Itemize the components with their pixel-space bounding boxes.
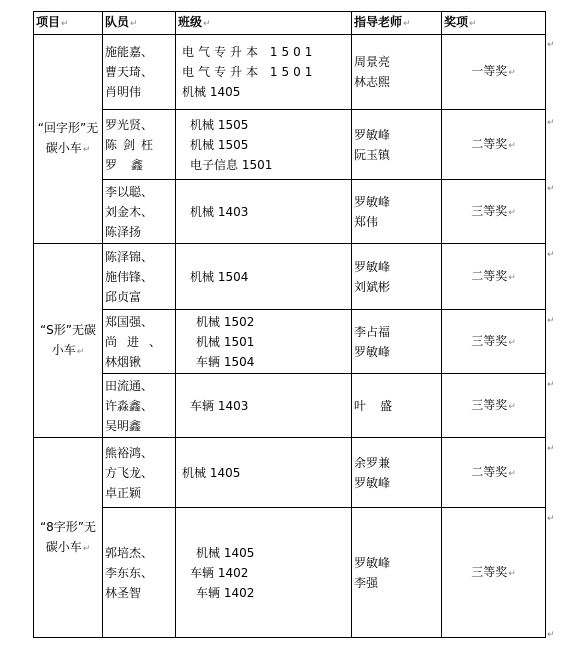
members-cell [103,244,176,310]
award-cell: 二等奖↵ [442,244,546,310]
teacher-name: 罗敏峰 [354,194,391,209]
header-members: 队员↵ [103,12,176,35]
teacher-name: 郑伟 [354,214,379,229]
award-table [33,11,546,638]
member-name: 林烟锹 [105,354,142,369]
class-name: 电子信息 1501 [190,157,273,172]
header-project: 项目↵ [34,12,103,35]
end-of-row-mark: ↵ [547,444,555,454]
teacher-name: 李占福 [354,324,391,339]
class-name: 车辆 1402 [190,565,249,580]
end-of-row-mark: ↵ [547,250,555,260]
award-cell: 三等奖↵ [442,180,546,244]
teacher-cell [352,180,442,244]
award-cell: 三等奖↵ [442,310,546,374]
member-name: 田流通、 [105,378,154,393]
class-name: 机械 1505 [190,117,249,132]
member-name: 许淼鑫、 [105,398,154,413]
teacher-cell [352,508,442,638]
class-name: 机械 1501 [196,334,255,349]
end-of-row-mark: ↵ [547,630,555,640]
table-row [34,374,546,438]
project-cell: “8字形”无碳小车↵ [34,438,103,638]
member-name: 李以聪、 [105,184,154,199]
teacher-name: 叶盛 [354,398,407,413]
class-cell [176,310,352,374]
end-of-row-mark: ↵ [547,316,555,326]
header-row [34,12,546,35]
class-name: 机械 1504 [190,269,249,284]
table-row [34,110,546,180]
teacher-name: 李强 [354,575,379,590]
award-cell: 二等奖↵ [442,110,546,180]
member-name: 陈泽扬 [105,224,142,239]
table-row [34,35,546,110]
member-name: 卓正颖 [105,485,142,500]
table-row [34,438,546,508]
class-name: 机械 1502 [196,314,255,329]
member-name: 罗鑫 [105,157,158,172]
members-cell [103,35,176,110]
members-cell [103,508,176,638]
teacher-name: 余罗兼 [354,455,391,470]
award-cell: 三等奖↵ [442,374,546,438]
class-name: 机械 1505 [190,137,249,152]
end-of-row-mark: ↵ [547,380,555,390]
member-name: 陈剑枉 [105,137,160,152]
class-cell [176,180,352,244]
award-cell: 三等奖↵ [442,508,546,638]
class-name: 机械 1403 [190,204,249,219]
header-class: 班级↵ [176,12,352,35]
class-name: 车辆 1402 [196,585,255,600]
member-name: 施能嘉、 [105,45,154,59]
class-cell [176,35,352,110]
member-name: 施伟锋、 [105,269,154,284]
end-of-row-mark: ↵ [547,184,555,194]
class-cell [176,244,352,310]
member-name: 陈泽锦、 [105,249,154,264]
table-row [34,310,546,374]
end-of-row-mark: ↵ [547,514,555,524]
project-cell: “S形”无碳小车↵ [34,244,103,438]
teacher-cell [352,374,442,438]
project-cell: “回字形”无碳小车↵ [34,35,103,244]
member-name: 李东东、 [105,565,154,580]
member-name: 熊裕鸿、 [105,445,154,460]
member-name: 邱贞富 [105,289,142,304]
members-cell [103,180,176,244]
end-of-row-mark: ↵ [547,40,555,50]
class-name: 车辆 1403 [190,398,249,413]
teacher-name: 阮玉镇 [354,147,391,162]
class-cell [176,110,352,180]
table-row [34,244,546,310]
teacher-cell [352,35,442,110]
member-name: 郑国强、 [105,314,154,329]
class-name: 电气专升本 1501 [182,65,317,79]
teacher-cell [352,244,442,310]
teacher-name: 周景亮 [354,55,391,69]
teacher-name: 罗敏峰 [354,259,391,274]
member-name: 方飞龙、 [105,465,154,480]
class-cell [176,374,352,438]
member-name: 吴明鑫 [105,418,142,433]
members-cell [103,374,176,438]
award-cell: 二等奖↵ [442,438,546,508]
member-name: 肖明伟 [105,85,142,99]
award-cell: 一等奖↵ [442,35,546,110]
class-cell [176,438,352,508]
class-name: 车辆 1504 [196,354,255,369]
members-cell [103,438,176,508]
teacher-name: 罗敏峰 [354,555,391,570]
class-cell [176,508,352,638]
member-name: 曹天琦、 [105,65,154,79]
class-name: 机械 1405 [182,85,241,99]
member-name: 郭培杰、 [105,545,154,560]
teacher-name: 罗敏峰 [354,127,391,142]
end-of-row-mark: ↵ [547,118,555,128]
member-name: 罗光贤、 [105,117,154,132]
teacher-name: 刘斌彬 [354,279,391,294]
table-row [34,180,546,244]
class-name: 机械 1405 [182,465,241,480]
header-award: 奖项↵ [442,12,546,35]
teacher-cell [352,438,442,508]
teacher-cell [352,110,442,180]
teacher-name: 罗敏峰 [354,475,391,490]
teacher-name: 罗敏峰 [354,344,391,359]
header-teacher: 指导老师↵ [352,12,442,35]
member-name: 尚进、 [105,334,172,349]
members-cell [103,310,176,374]
teacher-cell [352,310,442,374]
teacher-name: 林志熙 [354,75,391,89]
table-row [34,508,546,638]
member-name: 刘金木、 [105,204,154,219]
class-name: 机械 1405 [196,545,255,560]
member-name: 林圣智 [105,585,142,600]
class-name: 电气专升本 1501 [182,45,317,59]
members-cell [103,110,176,180]
